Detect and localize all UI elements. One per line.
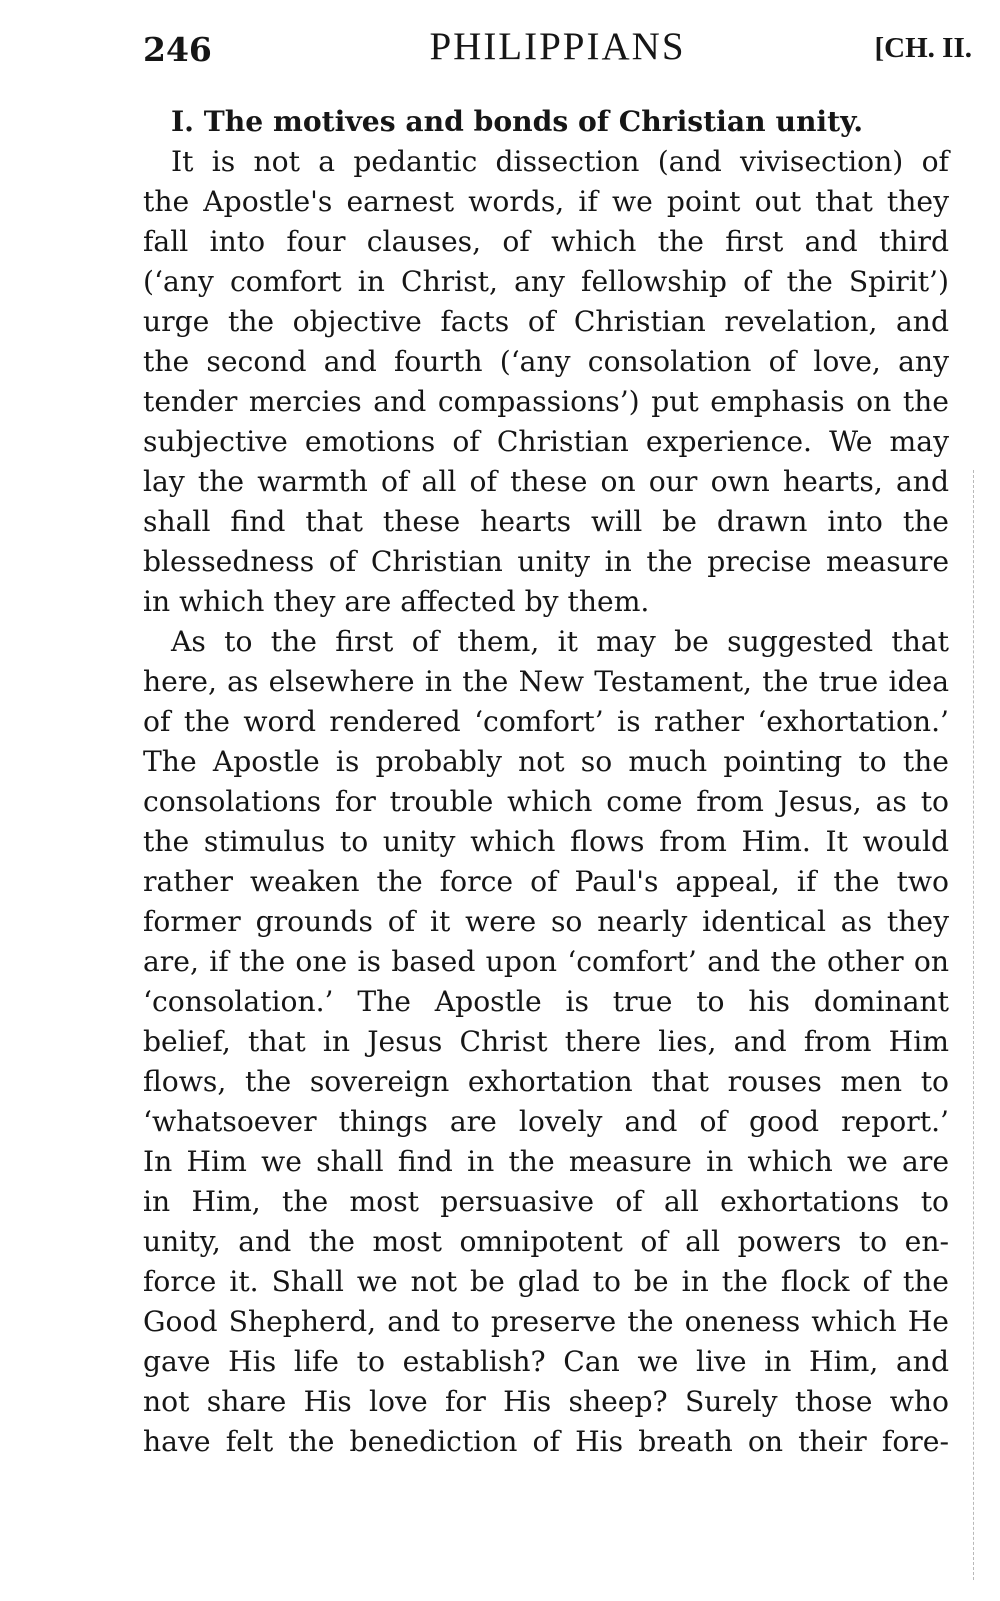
text-line: in Him, the most persuasive of all exhortations to	[143, 1185, 949, 1218]
text-line: consolations for trouble which come from Jesus, as to	[143, 785, 949, 818]
text-line: (‘any comfort in Christ, any fellowship of the Spirit’)	[143, 265, 949, 298]
running-title: PHILIPPIANS	[429, 25, 686, 68]
text-line: have felt the benediction of His breath on their fore-	[143, 1425, 949, 1458]
page-edge-rule	[973, 470, 975, 1580]
text-line: unity, and the most omnipotent of all powers to en-	[143, 1225, 949, 1258]
text-line: in which they are affected by them.	[143, 585, 650, 618]
text-line: It is not a pedantic dissection (and vivisection) of	[171, 145, 949, 178]
text-line: ‘whatsoever things are lovely and of good report.’	[143, 1105, 949, 1138]
text-line: ‘consolation.’ The Apostle is true to his dominant	[143, 985, 949, 1018]
text-line: not share His love for His sheep? Surely those who	[143, 1385, 949, 1418]
text-line: subjective emotions of Christian experience. We may	[143, 425, 949, 458]
paragraph-1	[143, 142, 949, 622]
page-header	[143, 24, 972, 74]
page-number: 246	[143, 30, 212, 69]
text-line: blessedness of Christian unity in the precise measure	[143, 545, 949, 578]
text-line: of the word rendered ‘comfort’ is rather ‘exhortation.’	[143, 705, 949, 738]
text-line: former grounds of it were so nearly identical as they	[143, 905, 949, 938]
text-line: The Apostle is probably not so much pointing to the	[143, 745, 949, 778]
text-line: As to the first of them, it may be suggested that	[171, 625, 949, 658]
section-heading: I. The motives and bonds of Christian unity.	[171, 105, 864, 138]
text-line: urge the objective facts of Christian revelation, and	[143, 305, 949, 338]
text-line: fall into four clauses, of which the first and third	[143, 225, 949, 258]
text-line: force it. Shall we not be glad to be in the flock of the	[143, 1265, 949, 1298]
text-line: In Him we shall find in the measure in which we are	[143, 1145, 949, 1178]
chapter-marker: [CH. II.	[874, 32, 972, 64]
text-line: are, if the one is based upon ‘comfort’ and the other on	[143, 945, 949, 978]
paragraph-2	[143, 622, 949, 1462]
text-line: here, as elsewhere in the New Testament, the true idea	[143, 665, 949, 698]
text-line: the second and fourth (‘any consolation of love, any	[143, 345, 949, 378]
text-line: lay the warmth of all of these on our own hearts, and	[143, 465, 949, 498]
text-line: the stimulus to unity which flows from Him. It would	[143, 825, 949, 858]
text-line: shall find that these hearts will be drawn into the	[143, 505, 949, 538]
text-line: flows, the sovereign exhortation that rouses men to	[143, 1065, 949, 1098]
text-line: the Apostle's earnest words, if we point out that they	[143, 185, 949, 218]
text-line: rather weaken the force of Paul's appeal, if the two	[143, 865, 949, 898]
text-line: Good Shepherd, and to preserve the oneness which He	[143, 1305, 949, 1338]
text-line: gave His life to establish? Can we live in Him, and	[143, 1345, 949, 1378]
body-text	[143, 102, 949, 1462]
text-line: tender mercies and compassions’) put emphasis on the	[143, 385, 949, 418]
text-line: belief, that in Jesus Christ there lies, and from Him	[143, 1025, 949, 1058]
